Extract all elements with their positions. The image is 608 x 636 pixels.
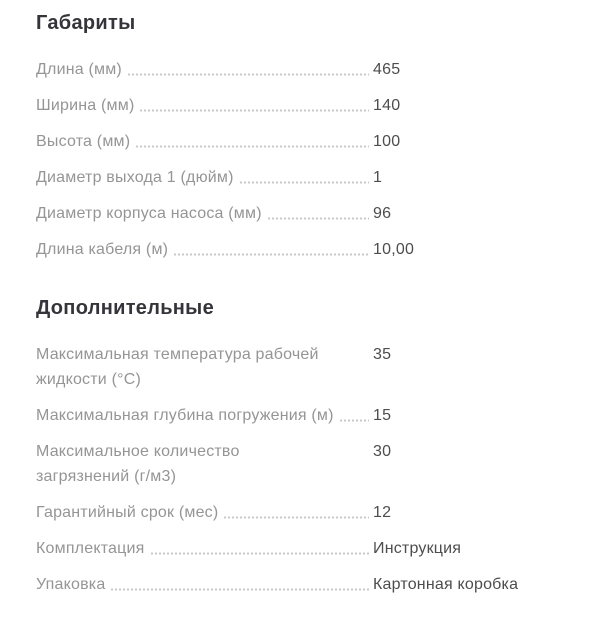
- dotted-leader: [339, 419, 369, 422]
- spec-row-left: [36, 572, 372, 597]
- spec-row-left: [36, 342, 372, 392]
- spec-label: Гарантийный срок (мес): [36, 504, 219, 521]
- spec-row-left: [36, 57, 372, 82]
- spec-row: [36, 237, 592, 262]
- spec-value: 100: [373, 133, 401, 150]
- spec-value: 35: [373, 346, 392, 363]
- spec-label: Максимальное количество загрязнений (г/м3): [36, 443, 240, 485]
- spec-row-left: [36, 93, 372, 118]
- spec-row: [36, 342, 592, 392]
- spec-row-left: [36, 536, 372, 561]
- spec-row: [36, 572, 592, 597]
- spec-value: 96: [373, 205, 392, 222]
- spec-label: Упаковка: [36, 576, 106, 593]
- spec-row-left: [36, 201, 372, 226]
- dotted-leader: [223, 516, 369, 519]
- spec-value: 10,00: [373, 241, 415, 258]
- spec-label: Длина кабеля (м): [36, 241, 169, 258]
- spec-row-left: [36, 439, 372, 489]
- spec-row: [36, 57, 592, 82]
- spec-value: 15: [373, 407, 392, 424]
- dotted-leader: [139, 109, 369, 112]
- spec-row: [36, 129, 592, 154]
- spec-value: Картонная коробка: [373, 576, 519, 593]
- spec-label: Длина (мм): [36, 61, 122, 78]
- section-title: Габариты: [36, 12, 136, 34]
- spec-value: 1: [373, 169, 383, 186]
- spec-row: [36, 439, 592, 489]
- spec-label: Диаметр выхода 1 (дюйм): [36, 169, 234, 186]
- spec-row-left: [36, 500, 372, 525]
- spec-value: 140: [373, 97, 401, 114]
- spec-label: Высота (мм): [36, 133, 131, 150]
- dotted-leader: [127, 73, 369, 76]
- spec-row: [36, 165, 592, 190]
- spec-label: Максимальная глубина погружения (м): [36, 407, 334, 424]
- spec-row-left: [36, 165, 372, 190]
- spec-value: 12: [373, 504, 392, 521]
- spec-row: [36, 93, 592, 118]
- section-dimensions: [36, 9, 592, 262]
- section-title: Дополнительные: [36, 297, 214, 319]
- spec-value: Инструкция: [373, 540, 462, 557]
- spec-row-left: [36, 403, 372, 428]
- dotted-leader: [239, 181, 369, 184]
- spec-row-left: [36, 237, 372, 262]
- spec-row: [36, 201, 592, 226]
- spec-label: Диаметр корпуса насоса (мм): [36, 205, 262, 222]
- spec-label: Ширина (мм): [36, 97, 135, 114]
- section-additional: [36, 294, 592, 597]
- spec-row: [36, 403, 592, 428]
- spec-label: Максимальная температура рабочей жидкости (°С): [36, 346, 319, 388]
- spec-row-left: [36, 129, 372, 154]
- spec-row: [36, 500, 592, 525]
- spec-label: Комплектация: [36, 540, 145, 557]
- dotted-leader: [267, 217, 369, 220]
- dotted-leader: [150, 552, 369, 555]
- spec-row: [36, 536, 592, 561]
- dotted-leader: [110, 588, 369, 591]
- dotted-leader: [135, 145, 369, 148]
- spec-value: 465: [373, 61, 401, 78]
- spec-value: 30: [373, 443, 392, 460]
- dotted-leader: [173, 253, 369, 256]
